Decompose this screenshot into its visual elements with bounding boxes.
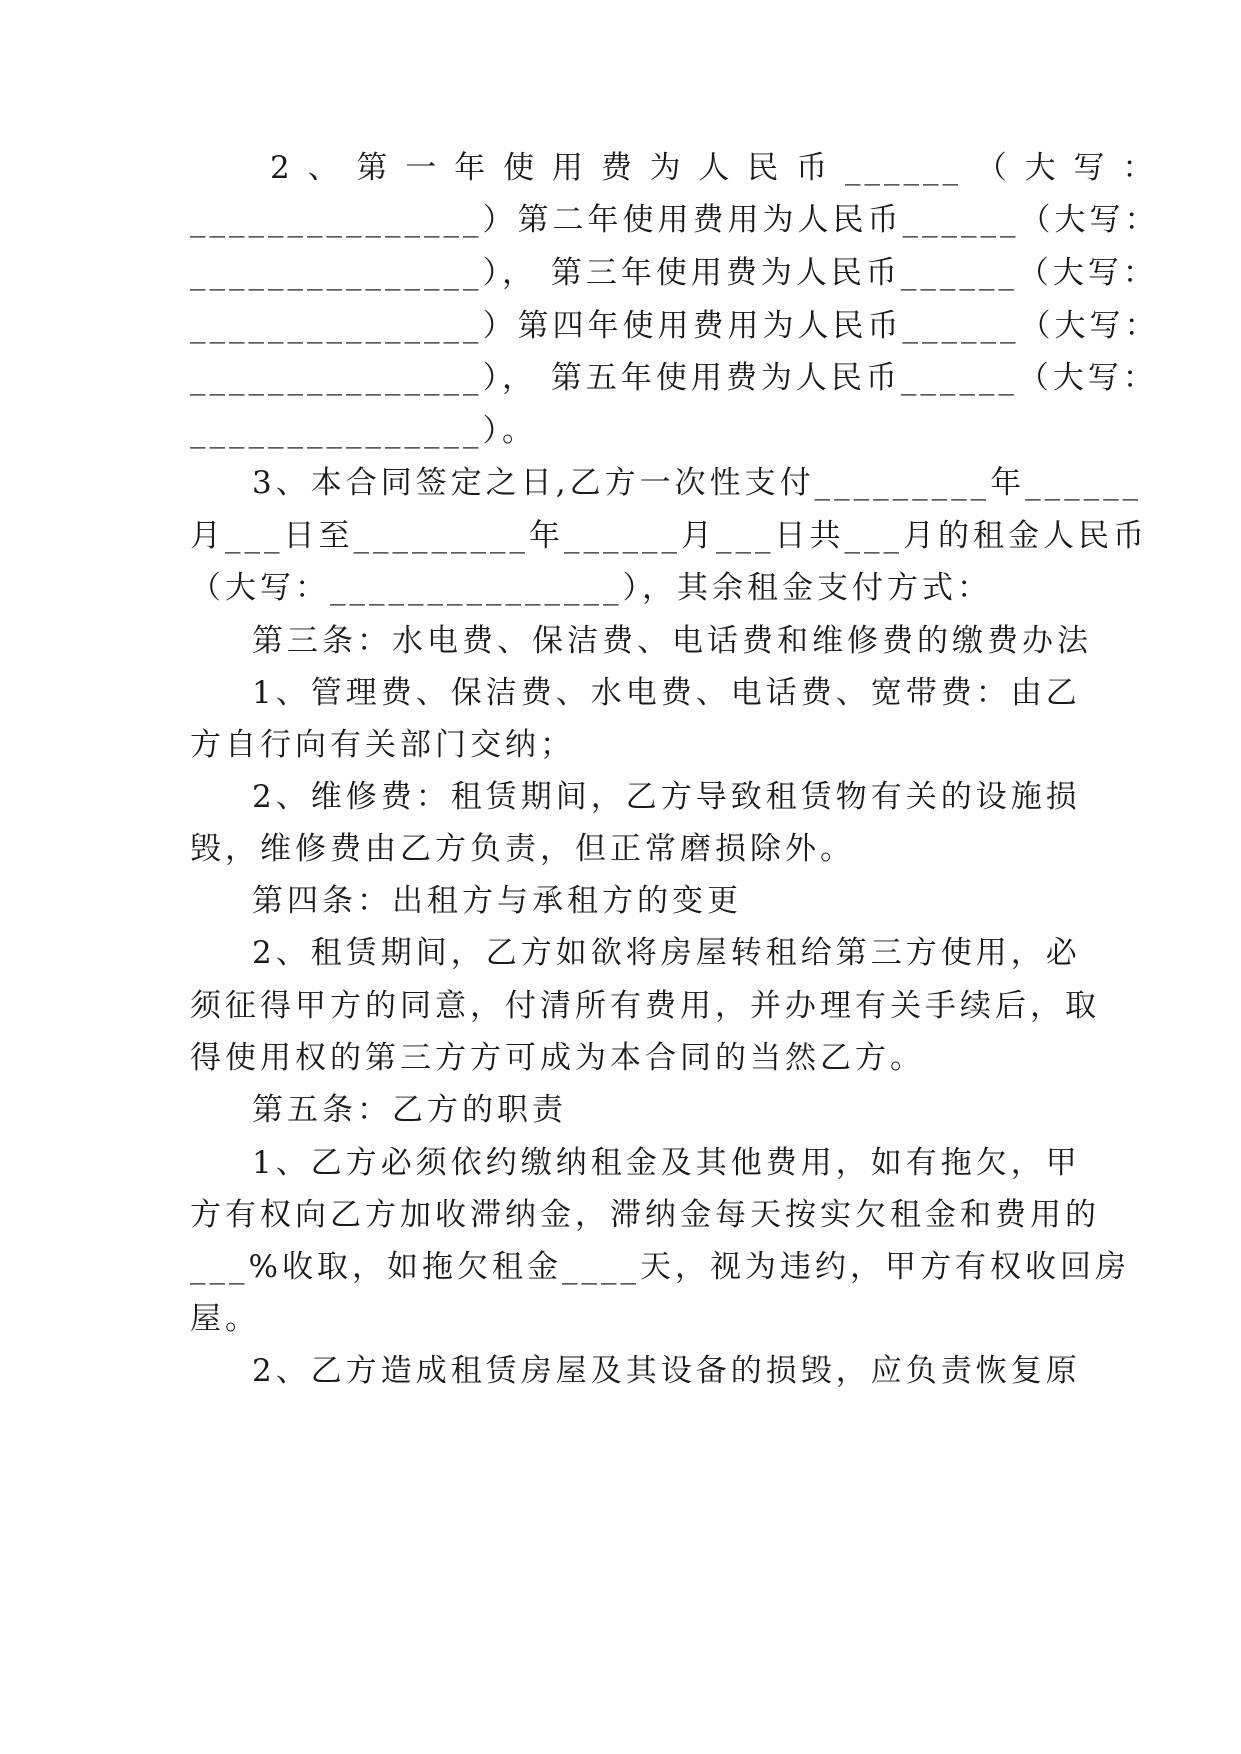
text-line: _______________）。 bbox=[190, 413, 537, 449]
text-line: 1、管理费、保洁费、水电费、电话费、宽带费：由乙 bbox=[252, 675, 1081, 711]
text-line: 毁，维修费由乙方负责，但正常磨损除外。 bbox=[190, 831, 855, 867]
text-line: 得使用权的第三方方可成为本合同的当然乙方。 bbox=[190, 1040, 925, 1076]
text-line: 1、乙方必须依约缴纳租金及其他费用，如有拖欠，甲 bbox=[252, 1145, 1081, 1181]
text-line: _______________）第二年使用费用为人民币______（大写： bbox=[190, 202, 1160, 238]
text-line: 须征得甲方的同意，付清所有费用，并办理有关手续后，取 bbox=[190, 988, 1100, 1024]
section-heading: 第四条：出租方与承租方的变更 bbox=[252, 883, 742, 919]
text-line: 2、乙方造成租赁房屋及其设备的损毁，应负责恢复原 bbox=[252, 1353, 1081, 1389]
text-line: 方自行向有关部门交纳； bbox=[190, 727, 575, 763]
text-line: ___%收取，如拖欠租金____天，视为违约，甲方有权收回房 bbox=[190, 1249, 1130, 1285]
text-line: _______________）第四年使用费用为人民币______（大写： bbox=[190, 308, 1160, 344]
section-heading: 第五条：乙方的职责 bbox=[252, 1092, 567, 1128]
text-line: _______________）， 第三年使用费为人民币______（大写： bbox=[190, 255, 1158, 291]
text-line: 2、租赁期间，乙方如欲将房屋转租给第三方使用，必 bbox=[252, 935, 1081, 971]
text-line: 方有权向乙方加收滞纳金，滞纳金每天按实欠租金和费用的 bbox=[190, 1197, 1100, 1233]
text-line: 3、本合同签定之日,乙方一次性支付_________年______ bbox=[252, 465, 1143, 501]
text-line: 2 、 第 一 年 使 用 费 为 人 民 币 ______ （ 大 写 ： bbox=[270, 150, 1158, 186]
text-line: （大写：_______________），其余租金支付方式： bbox=[190, 570, 992, 606]
text-line: 2、维修费：租赁期间，乙方导致租赁物有关的设施损 bbox=[252, 779, 1081, 815]
text-line: 屋。 bbox=[190, 1301, 260, 1337]
section-heading: 第三条：水电费、保洁费、电话费和维修费的缴费办法 bbox=[252, 623, 1092, 659]
text-line: _______________）， 第五年使用费为人民币______（大写： bbox=[190, 360, 1158, 396]
text-line: 月___日至_________年______月___日共___月的租金人民币 bbox=[190, 518, 1148, 554]
